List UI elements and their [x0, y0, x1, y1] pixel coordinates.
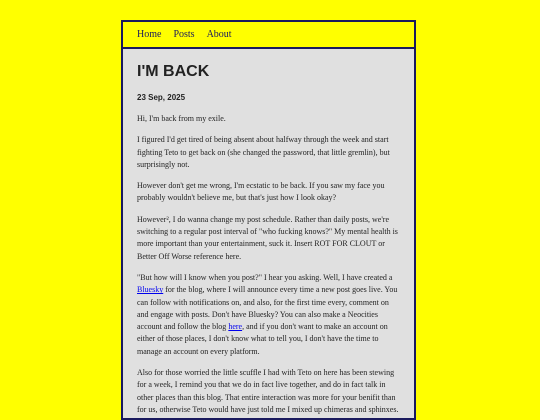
- post-paragraph-5-text-b: for the blog, where I will announce every time a new post goes live. You can follow with notifications on, and also, for the first time every, comment on and engage with posts. Don't have Bluesky? You can also make a Neocities account and follow the blog: [137, 285, 398, 332]
- bluesky-link[interactable]: Bluesky: [137, 285, 164, 295]
- blog-frame: [121, 20, 416, 420]
- nav-home-link[interactable]: Home: [137, 29, 162, 40]
- post-title: I'M BACK: [137, 63, 210, 80]
- post-paragraph-2: I figured I'd get tired of being absent about halfway through the week and start fighting Teto to get back on (she changed the password, that little gremlin), but surprisingly not.: [137, 135, 390, 169]
- nav-bar: [123, 22, 414, 49]
- post-paragraph-4: However², I do wanna change my post schedule. Rather than daily posts, we're switching to a regular post interval of "who fucking knows?" My mental health is more important than your entertainment, suck it. Insert ROT FOR CLOUT or Better Off Worse reference here.: [137, 214, 398, 261]
- post-paragraph-5-text-c: , and if you don't want to make an account on either of those places, I don't know what to tell you, I don't have the time to manage an account on every platform.: [137, 322, 388, 356]
- post-paragraph-3: However don't get me wrong, I'm ecstatic to be back. If you saw my face you probably wouldn't believe me, but that's just how I look okay?: [137, 181, 385, 203]
- post-paragraph-6: Also for those worried the little scuffle I had with Teto on here has been stewing for a week, I remind you that we do in fact live together, and do in fact talk in other places than this blog. That entire interaction was more for your benifit than for us, otherwise Teto would have just told me I mixed up chimeras and sphinxes.: [137, 368, 399, 414]
- post-content: [123, 49, 414, 416]
- neocities-follow-link[interactable]: here: [228, 322, 243, 332]
- post-paragraph-5-text-a: "But how will I know when you post?" I hear you asking. Well, I have created a: [137, 272, 393, 282]
- nav-posts-link[interactable]: Posts: [173, 29, 195, 40]
- post-date: 23 Sep, 2025: [137, 93, 186, 102]
- post-paragraph-1: Hi, I'm back from my exile.: [137, 114, 226, 123]
- nav-about-link[interactable]: About: [206, 29, 232, 40]
- post-paragraph-5: [137, 272, 400, 358]
